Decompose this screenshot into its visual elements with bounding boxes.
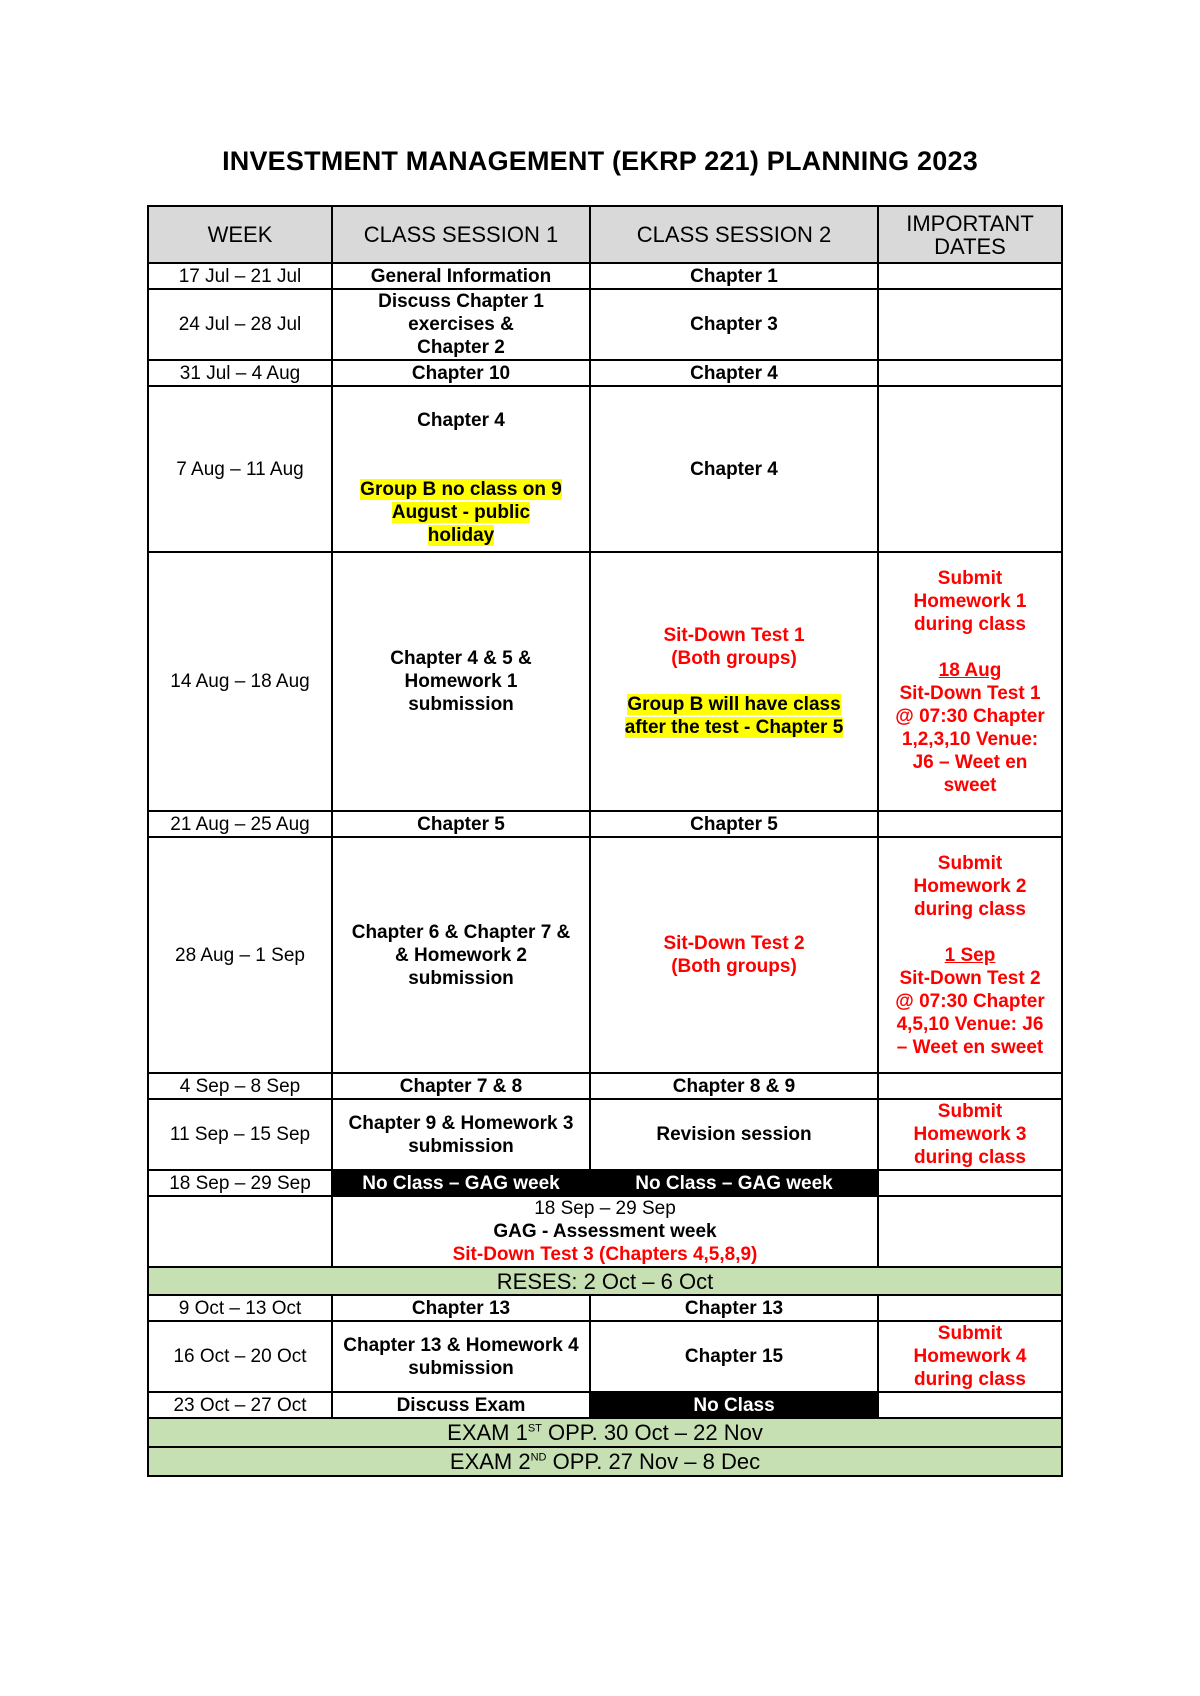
dates-cell: Submit Homework 3 during class — [878, 1099, 1062, 1170]
table-row — [148, 1321, 1062, 1392]
session-2-cell: Chapter 1 — [590, 263, 878, 289]
exam-2-ordinal: ND — [530, 1451, 547, 1464]
week-cell: 9 Oct – 13 Oct — [148, 1295, 332, 1321]
session-1-cell: Chapter 5 — [332, 811, 590, 837]
header-week: WEEK — [148, 206, 332, 263]
table-row — [148, 1099, 1062, 1170]
week-cell: 21 Aug – 25 Aug — [148, 811, 332, 837]
dates-cell — [878, 360, 1062, 386]
session-2-cell — [590, 552, 878, 811]
exam-2-label: EXAM 2 — [449, 1449, 531, 1474]
dates-cell — [878, 386, 1062, 552]
table-row — [148, 1073, 1062, 1099]
submit-homework-2: Submit Homework 2 during class — [913, 852, 1027, 920]
test-1-details: Sit-Down Test 1 @ 07:30 Chapter 1,2,3,10 Venue: J6 – Weet en sweet — [895, 682, 1045, 796]
dates-cell — [878, 1295, 1062, 1321]
session-2-cell: No Class – GAG week — [590, 1170, 878, 1196]
session-1-cell: No Class – GAG week — [332, 1170, 590, 1196]
table-row — [148, 1392, 1062, 1418]
week-cell: 14 Aug – 18 Aug — [148, 552, 332, 811]
table-row — [148, 1170, 1062, 1196]
session-1-cell: Chapter 9 & Homework 3 submission — [332, 1099, 590, 1170]
table-row — [148, 1418, 1062, 1447]
page-title: INVESTMENT MANAGEMENT (EKRP 221) PLANNING 2023 — [222, 146, 978, 176]
dates-cell — [878, 1392, 1062, 1418]
dates-cell — [878, 811, 1062, 837]
week-cell: 24 Jul – 28 Jul — [148, 289, 332, 360]
dates-cell — [878, 1170, 1062, 1196]
dates-cell — [878, 552, 1062, 811]
session-1-cell: Chapter 13 & Homework 4 submission — [332, 1321, 590, 1392]
week-cell: 11 Sep – 15 Sep — [148, 1099, 332, 1170]
dates-cell — [878, 289, 1062, 360]
assessment-title: GAG - Assessment week — [493, 1221, 717, 1242]
session-2-cell: Chapter 13 — [590, 1295, 878, 1321]
week-cell: 17 Jul – 21 Jul — [148, 263, 332, 289]
exam-2-banner — [148, 1447, 1062, 1476]
assessment-dates: 18 Sep – 29 Sep — [534, 1198, 676, 1219]
table-row — [148, 552, 1062, 811]
table-row — [148, 837, 1062, 1073]
week-cell: 28 Aug – 1 Sep — [148, 837, 332, 1073]
test-2-date: 1 Sep — [944, 944, 996, 966]
session-2-cell: Sit-Down Test 2 (Both groups) — [590, 837, 878, 1073]
table-row — [148, 289, 1062, 360]
table-row — [148, 811, 1062, 837]
dates-cell — [878, 1196, 1062, 1267]
week-cell: 31 Jul – 4 Aug — [148, 360, 332, 386]
week-cell: 7 Aug – 11 Aug — [148, 386, 332, 552]
table-row — [148, 386, 1062, 552]
session-2-cell: Revision session — [590, 1099, 878, 1170]
session-1-cell: Chapter 4 & 5 & Homework 1 submission — [332, 552, 590, 811]
exam-2-dates: OPP. 27 Nov – 8 Dec — [546, 1449, 761, 1474]
session-1-cell: Chapter 7 & 8 — [332, 1073, 590, 1099]
group-b-note: Group B will have class after the test - Chapter 5 — [624, 694, 844, 738]
session-1-cell: General Information — [332, 263, 590, 289]
session-2-cell: No Class — [590, 1392, 878, 1418]
session-2-cell: Chapter 8 & 9 — [590, 1073, 878, 1099]
dates-cell: Submit Homework 4 during class — [878, 1321, 1062, 1392]
dates-cell — [878, 837, 1062, 1073]
dates-cell — [878, 1073, 1062, 1099]
exam-1-ordinal: ST — [527, 1422, 542, 1435]
exam-1-dates: OPP. 30 Oct – 22 Nov — [541, 1420, 763, 1445]
session-1-cell: Chapter 10 — [332, 360, 590, 386]
session-2-cell: Chapter 4 — [590, 386, 878, 552]
table-row — [148, 360, 1062, 386]
week-cell — [148, 1196, 332, 1267]
week-cell: 18 Sep – 29 Sep — [148, 1170, 332, 1196]
week-cell: 23 Oct – 27 Oct — [148, 1392, 332, 1418]
table-row — [148, 1196, 1062, 1267]
session-2-cell: Chapter 4 — [590, 360, 878, 386]
test-2-details: Sit-Down Test 2 @ 07:30 Chapter 4,5,10 Venue: J6 – Weet en sweet — [895, 967, 1045, 1058]
exam-1-label: EXAM 1 — [447, 1420, 528, 1445]
dates-cell — [878, 263, 1062, 289]
assessment-week-cell — [332, 1196, 878, 1267]
session-1-text: Chapter 4 — [417, 410, 505, 431]
table-row — [148, 263, 1062, 289]
table-header-row — [148, 206, 1062, 263]
public-holiday-note: Group B no class on 9 August - public holiday — [360, 479, 562, 546]
week-cell: 16 Oct – 20 Oct — [148, 1321, 332, 1392]
week-cell: 4 Sep – 8 Sep — [148, 1073, 332, 1099]
session-1-cell: Discuss Exam — [332, 1392, 590, 1418]
session-2-cell: Chapter 15 — [590, 1321, 878, 1392]
test-1-date: 18 Aug — [938, 659, 1002, 681]
test-3-note: Sit-Down Test 3 (Chapters 4,5,8,9) — [452, 1244, 758, 1265]
header-session-1: CLASS SESSION 1 — [332, 206, 590, 263]
header-important-dates: IMPORTANT DATES — [878, 206, 1062, 263]
recess-banner: RESES: 2 Oct – 6 Oct — [148, 1267, 1062, 1295]
session-1-cell — [332, 386, 590, 552]
session-2-cell: Chapter 5 — [590, 811, 878, 837]
table-row — [148, 1267, 1062, 1295]
session-2-cell: Chapter 3 — [590, 289, 878, 360]
table-row — [148, 1447, 1062, 1476]
submit-homework-1: Submit Homework 1 during class — [913, 567, 1027, 635]
header-session-2: CLASS SESSION 2 — [590, 206, 878, 263]
session-1-cell: Discuss Chapter 1 exercises & Chapter 2 — [332, 289, 590, 360]
session-1-cell: Chapter 13 — [332, 1295, 590, 1321]
planning-table — [147, 205, 1063, 1477]
table-row — [148, 1295, 1062, 1321]
session-1-cell: Chapter 6 & Chapter 7 & & Homework 2 submission — [332, 837, 590, 1073]
exam-1-banner — [148, 1418, 1062, 1447]
test-1-note: Sit-Down Test 1 (Both groups) — [663, 625, 805, 669]
